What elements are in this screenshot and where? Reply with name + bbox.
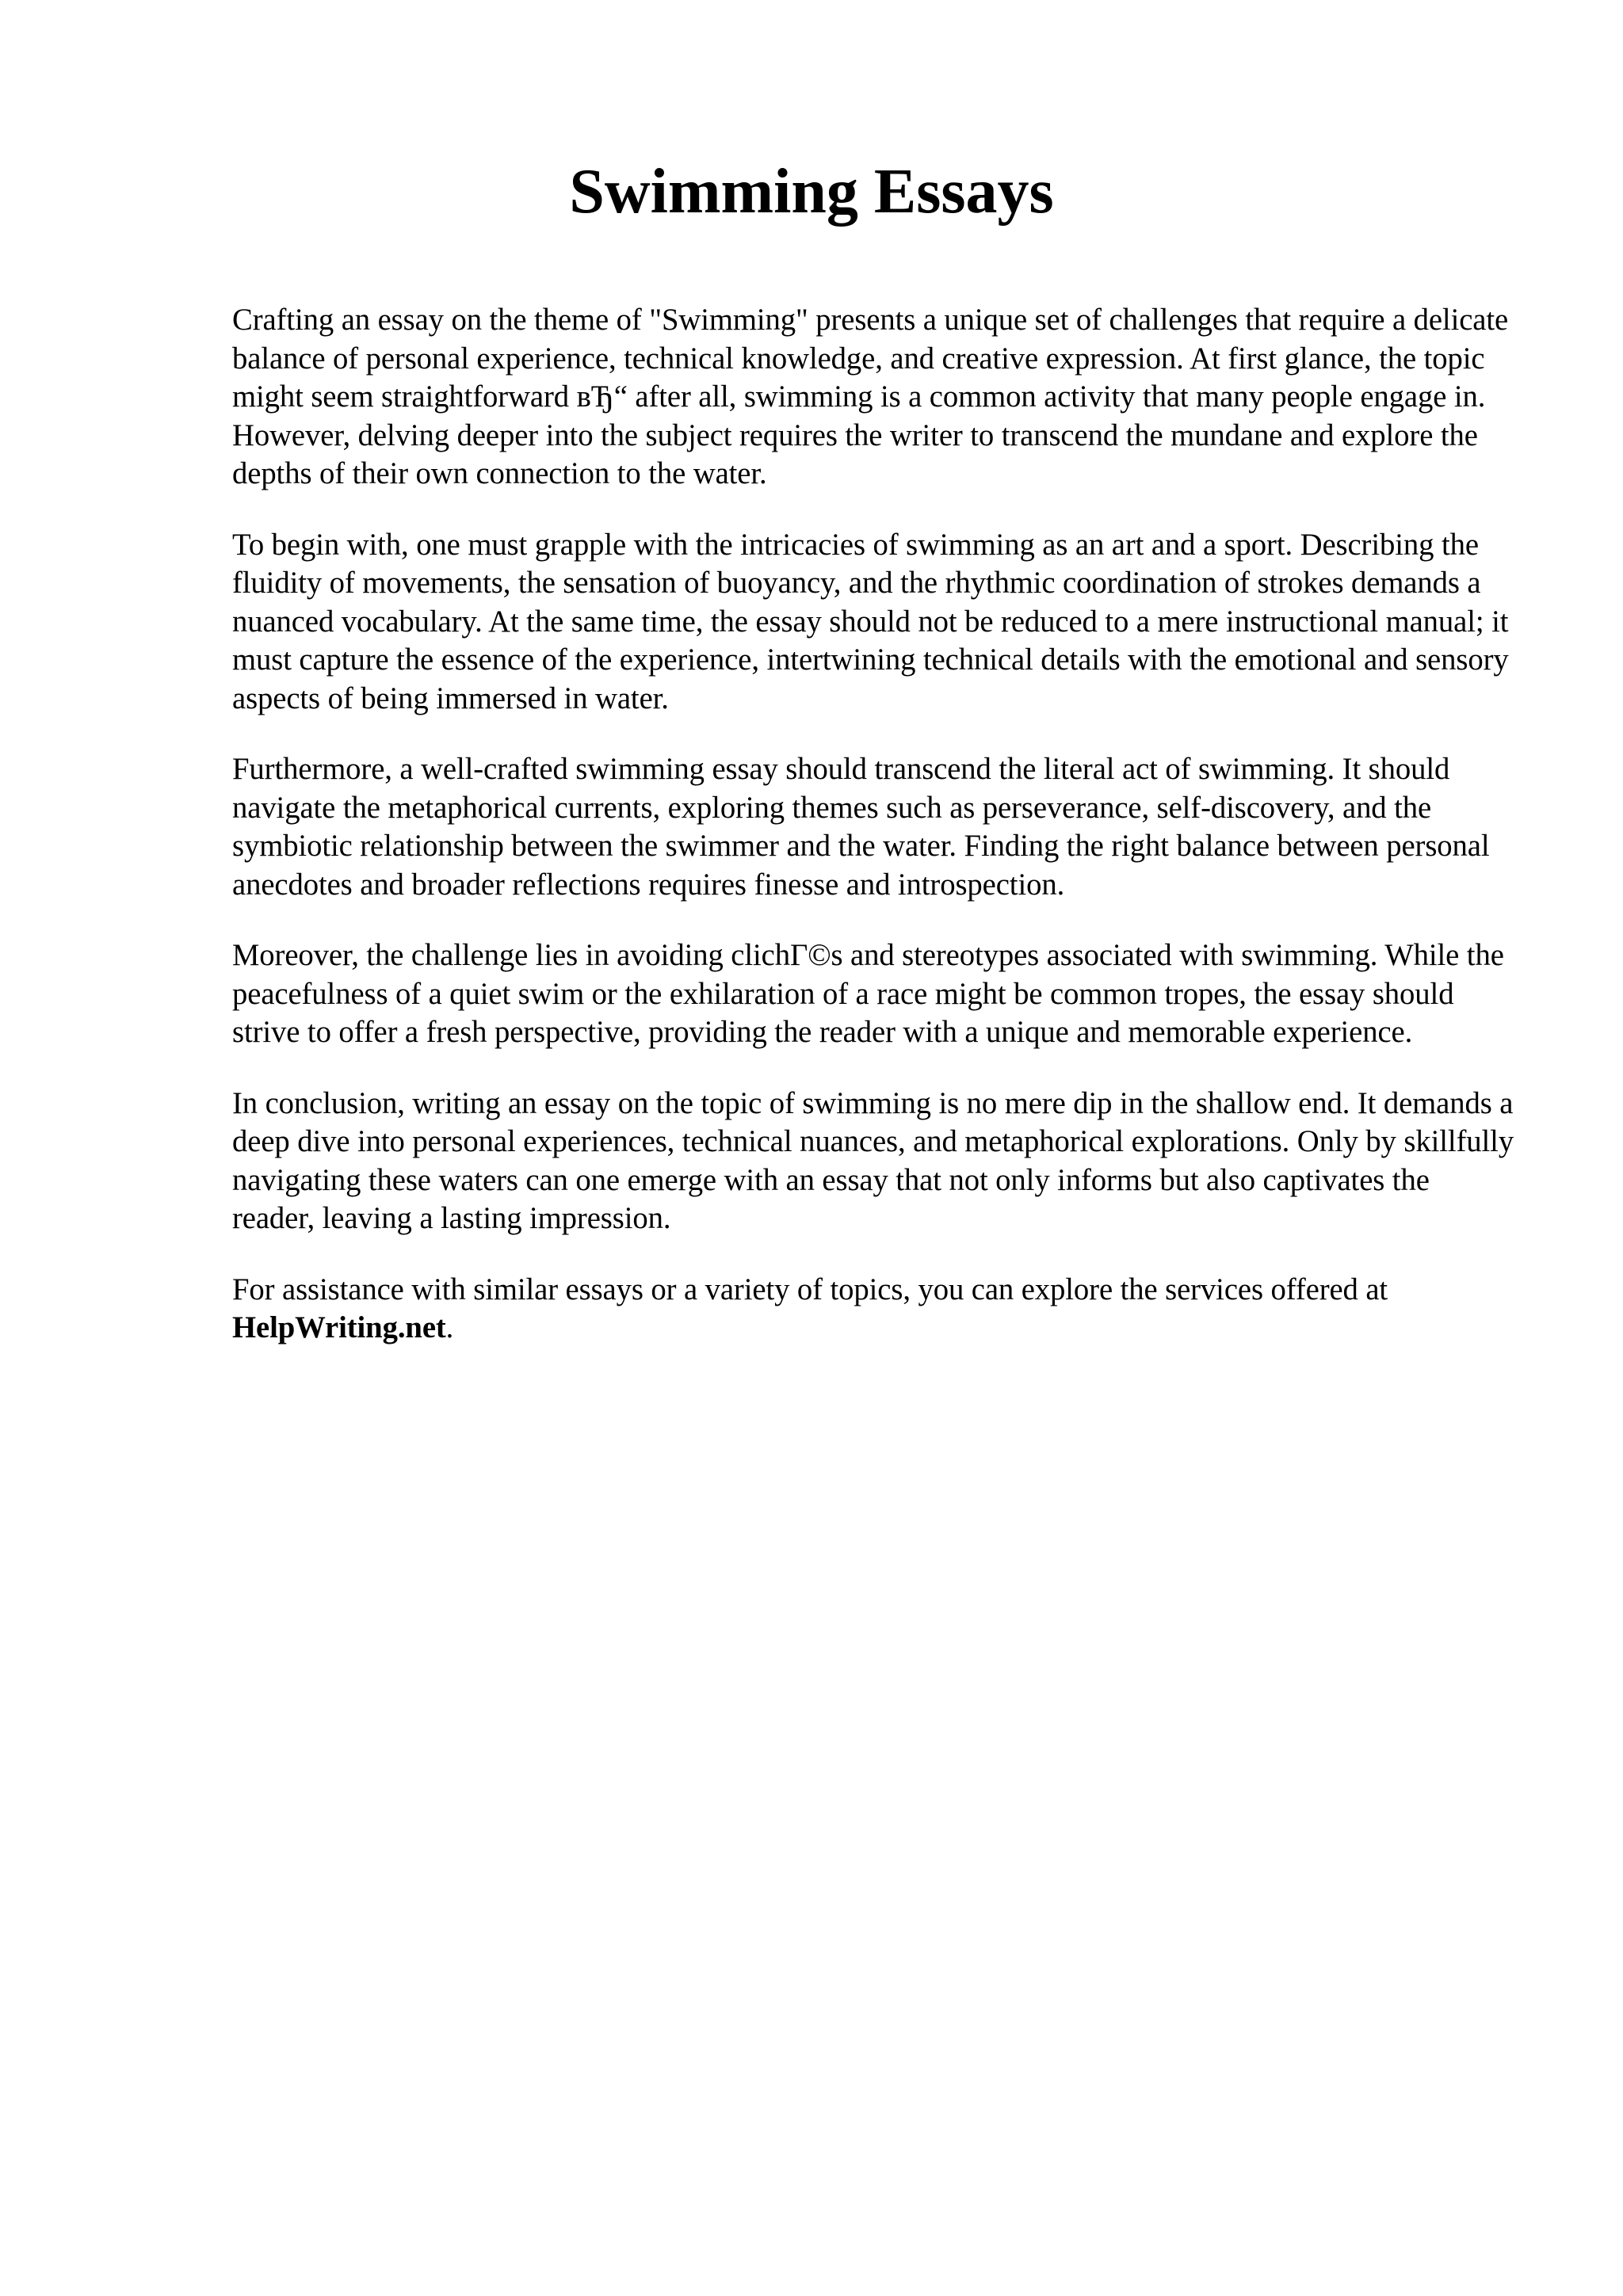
essay-body [232,301,1516,1380]
brand-link[interactable]: HelpWriting.net [232,1311,446,1344]
paragraph-intro: Crafting an essay on the theme of "Swimming" presents a unique set of challenges that require a delicate balance of personal experience, technical knowledge, and creative expression. At first glance, the topic might seem straightforward вЂ“ after all, swimming is a common activity that many people engage in. However, delving deeper into the subject requires the writer to transcend the mundane and explore the depths of their own connection to the water. [232,303,1509,490]
closing-period: . [445,1311,454,1344]
closing-text: For assistance with similar essays or a variety of topics, you can explore the services offered at [232,1272,1388,1306]
paragraph-cliches: Moreover, the challenge lies in avoiding clichГ©s and stereotypes associated with swimming. While the peacefulness of a quiet swim or the exhilaration of a race might be common tropes, the essay should strive to offer a fresh perspective, providing the reader with a unique and memorable experience. [232,939,1504,1049]
paragraph-metaphor: Furthermore, a well-crafted swimming essay should transcend the literal act of swimming. It should navigate the metaphorical currents, exploring themes such as perseverance, self-discovery, and the symbiotic relationship between the swimmer and the water. Finding the right balance between personal anecdotes and broader reflections requires finesse and introspection. [232,753,1490,902]
page-title: Swimming Essays [569,157,1054,227]
paragraph-art-and-sport: To begin with, one must grapple with the intricacies of swimming as an art and a sport. Describing the fluidity of movements, the sensation of buoyancy, and the rhythmic coordination of strokes demands a nuanced vocabulary. At the same time, the essay should not be reduced to a mere instructional manual; it must capture the essence of the experience, intertwining technical details with the emotional and sensory aspects of being immersed in water. [232,528,1509,715]
paragraph-conclusion: In conclusion, writing an essay on the topic of swimming is no mere dip in the shallow end. It demands a deep dive into personal experiences, technical nuances, and metaphorical explorations. Only by skillfully navigating these waters can one emerge with an essay that not only informs but also captivates the reader, leaving a lasting impression. [232,1086,1514,1235]
paragraph-closing [232,1271,1516,1348]
